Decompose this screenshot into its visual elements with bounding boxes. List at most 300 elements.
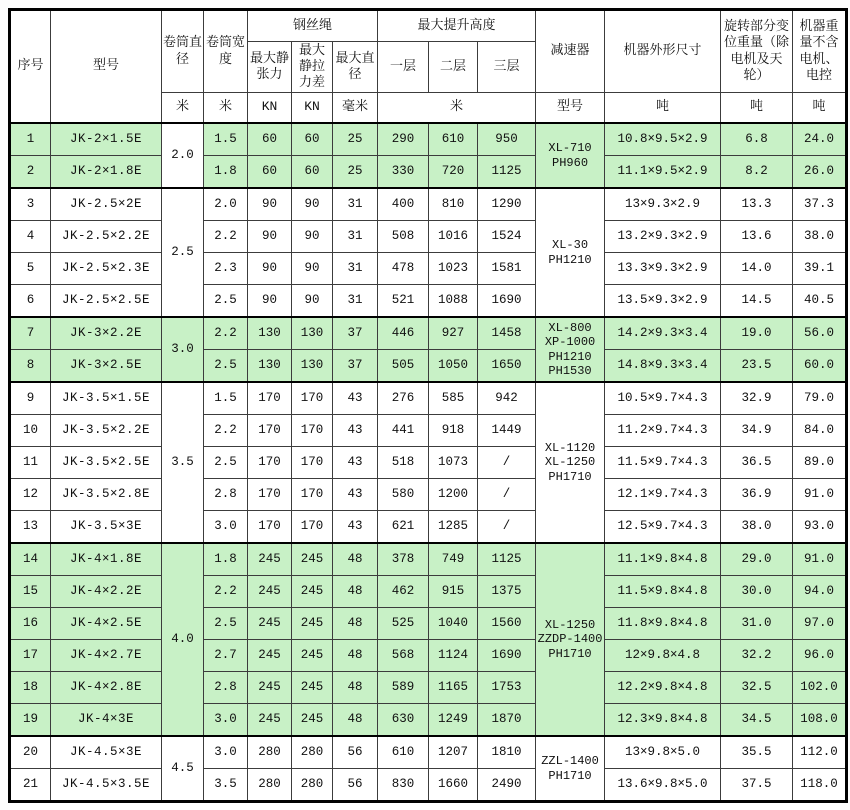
header-model: 型号 xyxy=(51,10,162,124)
cell-model: JK-2.5×2.5E xyxy=(51,285,162,318)
cell-rotating-weight: 13.3 xyxy=(721,188,793,221)
cell-layer3: / xyxy=(478,479,536,511)
unit-lift-height: 米 xyxy=(378,93,536,124)
cell-layer2: 1200 xyxy=(429,479,478,511)
cell-machine-dimensions: 13×9.8×5.0 xyxy=(605,736,721,769)
cell-layer3: 1125 xyxy=(478,543,536,576)
cell-max-static-tension: 170 xyxy=(248,511,292,544)
cell-max-static-tension-diff: 60 xyxy=(292,156,333,189)
table-row xyxy=(10,350,847,383)
cell-model: JK-2.5×2E xyxy=(51,188,162,221)
cell-model: JK-3×2.5E xyxy=(51,350,162,383)
cell-layer1: 630 xyxy=(378,704,429,737)
cell-max-rope-diameter: 48 xyxy=(333,640,378,672)
unit-machine-weight: 吨 xyxy=(793,93,847,124)
table-row xyxy=(10,156,847,189)
cell-machine-dimensions: 11.5×9.8×4.8 xyxy=(605,576,721,608)
cell-rotating-weight: 32.9 xyxy=(721,382,793,415)
reducer-model-line: PH1530 xyxy=(548,363,592,378)
cell-layer3: 1560 xyxy=(478,608,536,640)
cell-max-static-tension-diff: 245 xyxy=(292,640,333,672)
cell-model: JK-4.5×3E xyxy=(51,736,162,769)
cell-drum-width: 1.8 xyxy=(204,543,248,576)
cell-max-rope-diameter: 31 xyxy=(333,253,378,285)
cell-layer1: 568 xyxy=(378,640,429,672)
cell-max-static-tension: 280 xyxy=(248,769,292,802)
cell-rotating-weight: 8.2 xyxy=(721,156,793,189)
reducer-model-line: PH1710 xyxy=(548,768,592,783)
reducer-model-line: XL-710 xyxy=(548,141,592,156)
cell-drum-width: 2.7 xyxy=(204,640,248,672)
cell-reducer-model xyxy=(536,543,605,736)
cell-max-rope-diameter: 48 xyxy=(333,608,378,640)
cell-drum-width: 2.5 xyxy=(204,447,248,479)
cell-machine-dimensions: 11.5×9.7×4.3 xyxy=(605,447,721,479)
cell-layer2: 1023 xyxy=(429,253,478,285)
cell-model: JK-4×2.8E xyxy=(51,672,162,704)
cell-max-static-tension-diff: 170 xyxy=(292,382,333,415)
cell-rotating-weight: 37.5 xyxy=(721,769,793,802)
cell-machine-dimensions: 11.8×9.8×4.8 xyxy=(605,608,721,640)
reducer-model-line: PH960 xyxy=(552,155,589,170)
table-row xyxy=(10,285,847,318)
cell-model: JK-4×2.2E xyxy=(51,576,162,608)
cell-max-static-tension-diff: 130 xyxy=(292,350,333,383)
reducer-model-line: XL-30 xyxy=(552,238,589,253)
cell-serial: 6 xyxy=(10,285,51,318)
cell-layer3: 1290 xyxy=(478,188,536,221)
cell-max-static-tension: 170 xyxy=(248,447,292,479)
cell-layer3: 1753 xyxy=(478,672,536,704)
cell-layer2: 1040 xyxy=(429,608,478,640)
cell-max-rope-diameter: 31 xyxy=(333,221,378,253)
cell-layer3: / xyxy=(478,447,536,479)
cell-drum-width: 1.5 xyxy=(204,382,248,415)
cell-rotating-weight: 36.5 xyxy=(721,447,793,479)
cell-layer3: 1524 xyxy=(478,221,536,253)
cell-model: JK-3.5×1.5E xyxy=(51,382,162,415)
cell-rotating-weight: 29.0 xyxy=(721,543,793,576)
cell-rotating-weight: 36.9 xyxy=(721,479,793,511)
cell-model: JK-3.5×2.2E xyxy=(51,415,162,447)
cell-model: JK-4.5×3.5E xyxy=(51,769,162,802)
header-lift-height-group: 最大提升高度 xyxy=(378,10,536,42)
cell-rotating-weight: 14.0 xyxy=(721,253,793,285)
cell-max-static-tension-diff: 245 xyxy=(292,543,333,576)
cell-machine-weight: 102.0 xyxy=(793,672,847,704)
cell-layer3: 1449 xyxy=(478,415,536,447)
cell-rotating-weight: 38.0 xyxy=(721,511,793,544)
cell-drum-width: 2.8 xyxy=(204,479,248,511)
cell-layer2: 1207 xyxy=(429,736,478,769)
header-drum-width: 卷筒宽度 xyxy=(204,10,248,93)
cell-machine-dimensions: 14.8×9.3×3.4 xyxy=(605,350,721,383)
cell-rotating-weight: 30.0 xyxy=(721,576,793,608)
cell-serial: 21 xyxy=(10,769,51,802)
cell-machine-dimensions: 13.6×9.8×5.0 xyxy=(605,769,721,802)
cell-layer2: 610 xyxy=(429,123,478,156)
reducer-model-line: XP-1000 xyxy=(544,335,596,350)
reducer-model-line: ZZDP-1400 xyxy=(537,632,603,647)
cell-rotating-weight: 32.5 xyxy=(721,672,793,704)
cell-max-rope-diameter: 48 xyxy=(333,704,378,737)
cell-max-static-tension-diff: 170 xyxy=(292,511,333,544)
cell-machine-weight: 24.0 xyxy=(793,123,847,156)
cell-max-static-tension-diff: 280 xyxy=(292,736,333,769)
cell-max-rope-diameter: 37 xyxy=(333,350,378,383)
cell-max-static-tension: 90 xyxy=(248,188,292,221)
cell-rotating-weight: 34.9 xyxy=(721,415,793,447)
cell-machine-weight: 118.0 xyxy=(793,769,847,802)
cell-layer1: 521 xyxy=(378,285,429,318)
cell-drum-width: 2.8 xyxy=(204,672,248,704)
cell-machine-weight: 56.0 xyxy=(793,317,847,350)
table-row xyxy=(10,479,847,511)
cell-serial: 20 xyxy=(10,736,51,769)
cell-max-static-tension-diff: 60 xyxy=(292,123,333,156)
cell-drum-width: 2.2 xyxy=(204,415,248,447)
reducer-model-line: XL-1120 xyxy=(544,440,596,455)
cell-layer2: 749 xyxy=(429,543,478,576)
cell-machine-weight: 26.0 xyxy=(793,156,847,189)
cell-machine-dimensions: 11.2×9.7×4.3 xyxy=(605,415,721,447)
cell-layer3: 950 xyxy=(478,123,536,156)
cell-serial: 15 xyxy=(10,576,51,608)
cell-machine-weight: 38.0 xyxy=(793,221,847,253)
cell-max-static-tension: 90 xyxy=(248,285,292,318)
cell-layer2: 1249 xyxy=(429,704,478,737)
cell-layer2: 1016 xyxy=(429,221,478,253)
cell-drum-width: 2.0 xyxy=(204,188,248,221)
cell-layer3: 1458 xyxy=(478,317,536,350)
cell-layer3: 1810 xyxy=(478,736,536,769)
cell-layer3: 1690 xyxy=(478,285,536,318)
reducer-model-line: XL-1250 xyxy=(544,617,596,632)
table-row xyxy=(10,511,847,544)
cell-layer3: 1690 xyxy=(478,640,536,672)
cell-serial: 17 xyxy=(10,640,51,672)
cell-machine-dimensions: 12×9.8×4.8 xyxy=(605,640,721,672)
cell-max-static-tension: 280 xyxy=(248,736,292,769)
cell-max-static-tension-diff: 170 xyxy=(292,415,333,447)
cell-model: JK-4×2.5E xyxy=(51,608,162,640)
cell-reducer-model xyxy=(536,317,605,382)
cell-max-static-tension-diff: 130 xyxy=(292,317,333,350)
table-row xyxy=(10,221,847,253)
cell-machine-weight: 93.0 xyxy=(793,511,847,544)
cell-max-static-tension-diff: 90 xyxy=(292,188,333,221)
cell-rotating-weight: 31.0 xyxy=(721,608,793,640)
cell-model: JK-3.5×2.8E xyxy=(51,479,162,511)
table-body xyxy=(10,123,847,802)
cell-model: JK-2.5×2.3E xyxy=(51,253,162,285)
cell-rotating-weight: 13.6 xyxy=(721,221,793,253)
cell-max-static-tension: 245 xyxy=(248,704,292,737)
cell-layer2: 1073 xyxy=(429,447,478,479)
cell-machine-dimensions: 12.1×9.7×4.3 xyxy=(605,479,721,511)
cell-model: JK-3.5×2.5E xyxy=(51,447,162,479)
reducer-model-line: XL-1250 xyxy=(544,455,596,470)
cell-machine-dimensions: 12.5×9.7×4.3 xyxy=(605,511,721,544)
cell-max-static-tension-diff: 90 xyxy=(292,221,333,253)
cell-max-static-tension-diff: 245 xyxy=(292,576,333,608)
cell-machine-dimensions: 12.2×9.8×4.8 xyxy=(605,672,721,704)
cell-machine-weight: 94.0 xyxy=(793,576,847,608)
cell-drum-diameter: 3.5 xyxy=(162,382,204,543)
cell-max-static-tension: 170 xyxy=(248,382,292,415)
cell-serial: 12 xyxy=(10,479,51,511)
cell-drum-diameter: 4.5 xyxy=(162,736,204,802)
cell-drum-width: 1.5 xyxy=(204,123,248,156)
cell-rotating-weight: 14.5 xyxy=(721,285,793,318)
cell-max-rope-diameter: 48 xyxy=(333,672,378,704)
cell-machine-weight: 79.0 xyxy=(793,382,847,415)
table-row xyxy=(10,123,847,156)
cell-layer1: 589 xyxy=(378,672,429,704)
cell-layer3: 1125 xyxy=(478,156,536,189)
unit-reducer: 型号 xyxy=(536,93,605,124)
cell-max-static-tension: 130 xyxy=(248,350,292,383)
cell-max-static-tension: 170 xyxy=(248,415,292,447)
cell-serial: 3 xyxy=(10,188,51,221)
cell-max-static-tension-diff: 170 xyxy=(292,479,333,511)
cell-drum-width: 3.0 xyxy=(204,736,248,769)
cell-reducer-model xyxy=(536,736,605,802)
table-row xyxy=(10,447,847,479)
cell-max-rope-diameter: 31 xyxy=(333,188,378,221)
table-row xyxy=(10,317,847,350)
cell-max-static-tension: 60 xyxy=(248,123,292,156)
header-max-static-tension-diff: 最大静拉力差 xyxy=(292,42,333,93)
cell-max-static-tension-diff: 90 xyxy=(292,253,333,285)
cell-layer1: 518 xyxy=(378,447,429,479)
cell-machine-dimensions: 13.5×9.3×2.9 xyxy=(605,285,721,318)
table-row xyxy=(10,769,847,802)
cell-max-rope-diameter: 25 xyxy=(333,156,378,189)
cell-model: JK-2×1.5E xyxy=(51,123,162,156)
header-rotating-part-weight: 旋转部分变位重量（除电机及天轮） xyxy=(721,10,793,93)
cell-layer2: 918 xyxy=(429,415,478,447)
cell-model: JK-4×1.8E xyxy=(51,543,162,576)
cell-model: JK-2×1.8E xyxy=(51,156,162,189)
cell-rotating-weight: 19.0 xyxy=(721,317,793,350)
header-layer2: 二层 xyxy=(429,42,478,93)
cell-serial: 1 xyxy=(10,123,51,156)
cell-machine-dimensions: 14.2×9.3×3.4 xyxy=(605,317,721,350)
cell-machine-dimensions: 13×9.3×2.9 xyxy=(605,188,721,221)
unit-dimensions: 吨 xyxy=(605,93,721,124)
cell-layer1: 330 xyxy=(378,156,429,189)
reducer-model-line: ZZL-1400 xyxy=(541,754,599,769)
table-header xyxy=(10,10,847,124)
header-max-rope-diameter: 最大直径 xyxy=(333,42,378,93)
table-row xyxy=(10,608,847,640)
cell-layer1: 400 xyxy=(378,188,429,221)
cell-max-static-tension: 245 xyxy=(248,576,292,608)
cell-layer1: 525 xyxy=(378,608,429,640)
cell-model: JK-3×2.2E xyxy=(51,317,162,350)
cell-layer2: 915 xyxy=(429,576,478,608)
cell-max-rope-diameter: 43 xyxy=(333,511,378,544)
cell-layer1: 276 xyxy=(378,382,429,415)
cell-layer2: 1124 xyxy=(429,640,478,672)
cell-machine-weight: 96.0 xyxy=(793,640,847,672)
cell-drum-diameter: 4.0 xyxy=(162,543,204,736)
cell-max-static-tension-diff: 245 xyxy=(292,672,333,704)
cell-rotating-weight: 23.5 xyxy=(721,350,793,383)
cell-layer1: 462 xyxy=(378,576,429,608)
cell-model: JK-2.5×2.2E xyxy=(51,221,162,253)
header-machine-dimensions: 机器外形尺寸 xyxy=(605,10,721,93)
cell-rotating-weight: 34.5 xyxy=(721,704,793,737)
cell-layer3: / xyxy=(478,511,536,544)
unit-tension: KN xyxy=(248,93,292,124)
cell-drum-width: 3.0 xyxy=(204,511,248,544)
cell-max-static-tension-diff: 245 xyxy=(292,704,333,737)
cell-serial: 7 xyxy=(10,317,51,350)
cell-serial: 11 xyxy=(10,447,51,479)
cell-drum-diameter: 3.0 xyxy=(162,317,204,382)
table-row xyxy=(10,576,847,608)
header-layer1: 一层 xyxy=(378,42,429,93)
header-drum-diameter: 卷筒直径 xyxy=(162,10,204,93)
cell-layer1: 446 xyxy=(378,317,429,350)
cell-serial: 2 xyxy=(10,156,51,189)
cell-rotating-weight: 32.2 xyxy=(721,640,793,672)
cell-layer1: 378 xyxy=(378,543,429,576)
cell-rotating-weight: 35.5 xyxy=(721,736,793,769)
cell-serial: 5 xyxy=(10,253,51,285)
cell-machine-dimensions: 13.2×9.3×2.9 xyxy=(605,221,721,253)
cell-max-static-tension-diff: 245 xyxy=(292,608,333,640)
cell-max-rope-diameter: 37 xyxy=(333,317,378,350)
cell-max-rope-diameter: 43 xyxy=(333,382,378,415)
cell-layer1: 478 xyxy=(378,253,429,285)
table-row xyxy=(10,640,847,672)
cell-layer3: 1870 xyxy=(478,704,536,737)
cell-layer2: 927 xyxy=(429,317,478,350)
table-row xyxy=(10,672,847,704)
cell-drum-diameter: 2.5 xyxy=(162,188,204,317)
cell-machine-dimensions: 10.5×9.7×4.3 xyxy=(605,382,721,415)
cell-serial: 19 xyxy=(10,704,51,737)
cell-max-static-tension: 90 xyxy=(248,253,292,285)
header-layer3: 三层 xyxy=(478,42,536,93)
cell-serial: 14 xyxy=(10,543,51,576)
cell-machine-dimensions: 10.8×9.5×2.9 xyxy=(605,123,721,156)
cell-max-static-tension: 245 xyxy=(248,608,292,640)
cell-max-rope-diameter: 56 xyxy=(333,736,378,769)
header-max-static-tension: 最大静张力 xyxy=(248,42,292,93)
cell-drum-width: 2.2 xyxy=(204,317,248,350)
header-wire-rope-group: 钢丝绳 xyxy=(248,10,378,42)
cell-serial: 4 xyxy=(10,221,51,253)
cell-serial: 13 xyxy=(10,511,51,544)
cell-drum-width: 1.8 xyxy=(204,156,248,189)
cell-machine-dimensions: 12.3×9.8×4.8 xyxy=(605,704,721,737)
cell-machine-weight: 97.0 xyxy=(793,608,847,640)
cell-rotating-weight: 6.8 xyxy=(721,123,793,156)
cell-layer1: 830 xyxy=(378,769,429,802)
cell-max-static-tension-diff: 280 xyxy=(292,769,333,802)
cell-max-static-tension: 245 xyxy=(248,543,292,576)
cell-drum-width: 3.5 xyxy=(204,769,248,802)
cell-layer1: 508 xyxy=(378,221,429,253)
cell-max-rope-diameter: 56 xyxy=(333,769,378,802)
cell-max-rope-diameter: 25 xyxy=(333,123,378,156)
cell-serial: 10 xyxy=(10,415,51,447)
cell-serial: 8 xyxy=(10,350,51,383)
cell-drum-width: 2.5 xyxy=(204,285,248,318)
cell-machine-weight: 108.0 xyxy=(793,704,847,737)
cell-layer2: 1285 xyxy=(429,511,478,544)
unit-tension-diff: KN xyxy=(292,93,333,124)
cell-layer3: 1581 xyxy=(478,253,536,285)
cell-model: JK-4×2.7E xyxy=(51,640,162,672)
unit-rope-diameter: 毫米 xyxy=(333,93,378,124)
cell-layer3: 1650 xyxy=(478,350,536,383)
cell-layer1: 610 xyxy=(378,736,429,769)
cell-reducer-model xyxy=(536,123,605,188)
cell-machine-weight: 39.1 xyxy=(793,253,847,285)
table-row xyxy=(10,415,847,447)
cell-drum-width: 3.0 xyxy=(204,704,248,737)
unit-rotating-weight: 吨 xyxy=(721,93,793,124)
cell-layer1: 290 xyxy=(378,123,429,156)
cell-machine-weight: 60.0 xyxy=(793,350,847,383)
cell-layer2: 1660 xyxy=(429,769,478,802)
cell-serial: 16 xyxy=(10,608,51,640)
cell-machine-weight: 89.0 xyxy=(793,447,847,479)
cell-layer3: 942 xyxy=(478,382,536,415)
cell-layer2: 1050 xyxy=(429,350,478,383)
cell-reducer-model xyxy=(536,382,605,543)
cell-drum-diameter: 2.0 xyxy=(162,123,204,188)
unit-drum-width: 米 xyxy=(204,93,248,124)
reducer-model-line: PH1210 xyxy=(548,252,592,267)
cell-max-static-tension: 60 xyxy=(248,156,292,189)
cell-layer1: 580 xyxy=(378,479,429,511)
cell-machine-dimensions: 11.1×9.5×2.9 xyxy=(605,156,721,189)
cell-machine-weight: 91.0 xyxy=(793,543,847,576)
cell-serial: 18 xyxy=(10,672,51,704)
cell-reducer-model xyxy=(536,188,605,317)
cell-model: JK-3.5×3E xyxy=(51,511,162,544)
reducer-model-line: PH1710 xyxy=(548,646,592,661)
cell-drum-width: 2.5 xyxy=(204,350,248,383)
cell-max-static-tension: 170 xyxy=(248,479,292,511)
cell-max-rope-diameter: 48 xyxy=(333,543,378,576)
cell-max-rope-diameter: 31 xyxy=(333,285,378,318)
cell-layer2: 720 xyxy=(429,156,478,189)
header-reducer: 减速器 xyxy=(536,10,605,93)
cell-machine-weight: 112.0 xyxy=(793,736,847,769)
cell-max-static-tension: 130 xyxy=(248,317,292,350)
cell-drum-width: 2.2 xyxy=(204,221,248,253)
cell-layer2: 585 xyxy=(429,382,478,415)
cell-layer1: 505 xyxy=(378,350,429,383)
table-row xyxy=(10,382,847,415)
reducer-model-line: PH1710 xyxy=(548,469,592,484)
table-row xyxy=(10,543,847,576)
reducer-model-line: PH1210 xyxy=(548,349,592,364)
cell-drum-width: 2.5 xyxy=(204,608,248,640)
cell-serial: 9 xyxy=(10,382,51,415)
cell-machine-weight: 37.3 xyxy=(793,188,847,221)
hoist-spec-table xyxy=(8,8,848,803)
cell-max-rope-diameter: 48 xyxy=(333,576,378,608)
table-row xyxy=(10,736,847,769)
